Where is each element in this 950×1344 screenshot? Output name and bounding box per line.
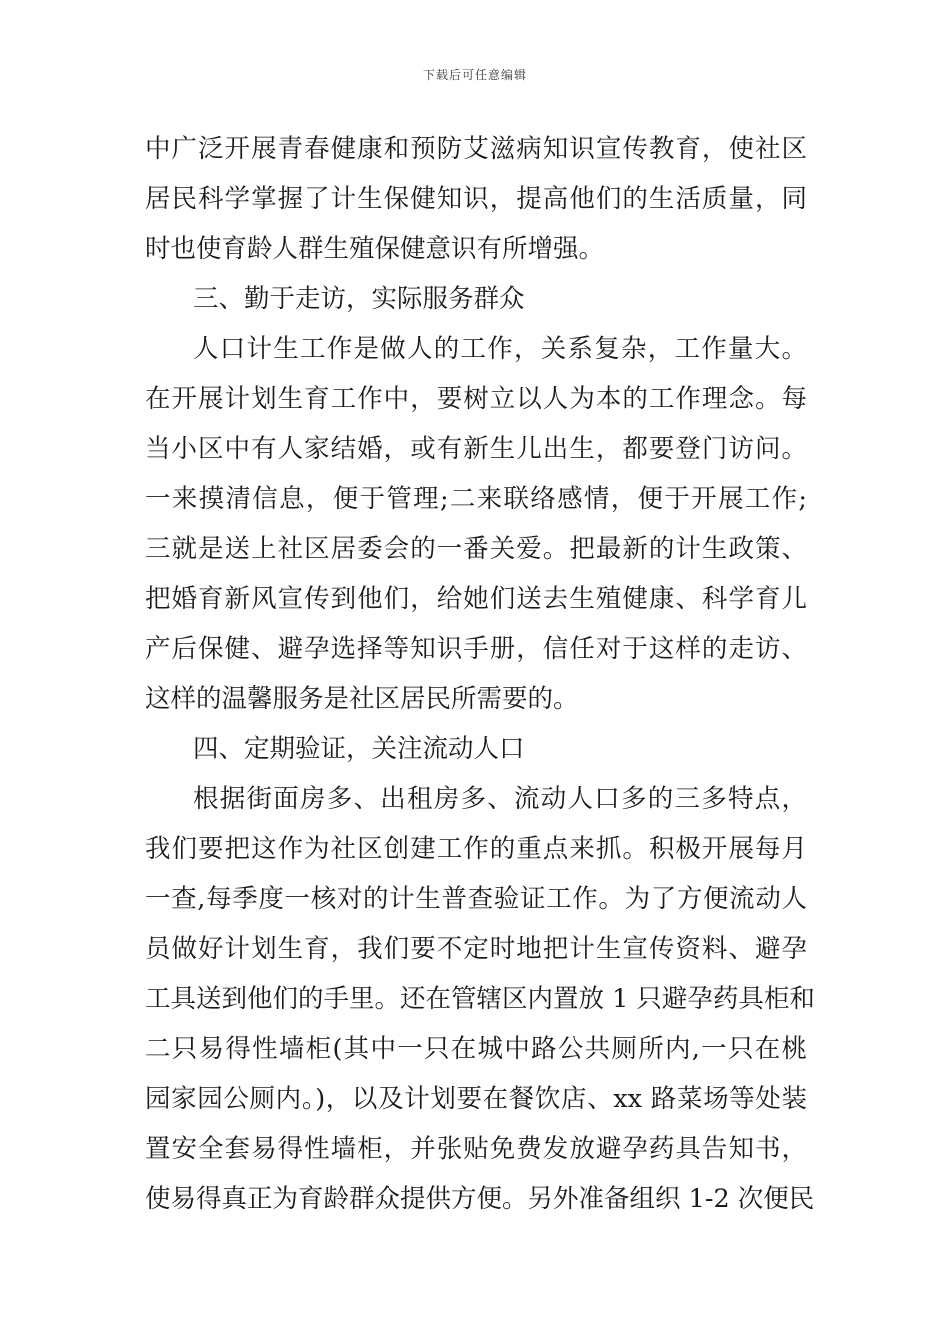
body-line: 根据街面房多、出租房多、流动人口多的三多特点， [193, 784, 807, 814]
body-line: 产后保健、避孕选择等知识手册，信任对于这样的走访、 [145, 634, 807, 664]
body-line: 员做好计划生育，我们要不定时地把计生宣传资料、避孕 [145, 934, 807, 964]
body-line: 一查,每季度一核对的计生普查验证工作。为了方便流动人 [145, 884, 807, 914]
body-line: 当小区中有人家结婚，或有新生儿出生，都要登门访问。 [145, 434, 807, 464]
body-line: 人口计生工作是做人的工作，关系复杂，工作量大。 [193, 334, 807, 364]
body-line: 中广泛开展青春健康和预防艾滋病知识宣传教育，使社区 [145, 134, 807, 164]
body-line: 园家园公厕内。)，以及计划要在餐饮店、xx 路菜场等处装 [145, 1084, 807, 1114]
body-line: 居民科学掌握了计生保健知识，提高他们的生活质量，同 [145, 184, 807, 214]
document-body [145, 124, 815, 1224]
body-line: 工具送到他们的手里。还在管辖区内置放 1 只避孕药具柜和 [145, 984, 815, 1014]
body-line: 时也使育龄人群生殖保健意识有所增强。 [145, 234, 605, 264]
body-line: 二只易得性墙柜(其中一只在城中路公共厕所内,一只在桃 [145, 1034, 807, 1064]
section-heading: 四、定期验证，关注流动人口 [193, 734, 525, 764]
body-line: 在开展计划生育工作中，要树立以人为本的工作理念。每 [145, 384, 807, 414]
body-line: 三就是送上社区居委会的一番关爱。把最新的计生政策、 [145, 534, 807, 564]
body-line: 把婚育新风宣传到他们，给她们送去生殖健康、科学育儿 [145, 584, 807, 614]
body-line: 这样的温馨服务是社区居民所需要的。 [145, 684, 579, 714]
section-heading: 三、勤于走访，实际服务群众 [193, 284, 525, 314]
body-line: 我们要把这作为社区创建工作的重点来抓。积极开展每月 [145, 834, 807, 864]
page-header: 下载后可任意编辑 [422, 68, 527, 82]
body-line: 一来摸清信息，便于管理;二来联络感情，便于开展工作; [145, 484, 807, 514]
body-line: 使易得真正为育龄群众提供方便。另外准备组织 1-2 次便民 [145, 1184, 815, 1214]
body-line: 置安全套易得性墙柜，并张贴免费发放避孕药具告知书， [145, 1134, 807, 1164]
